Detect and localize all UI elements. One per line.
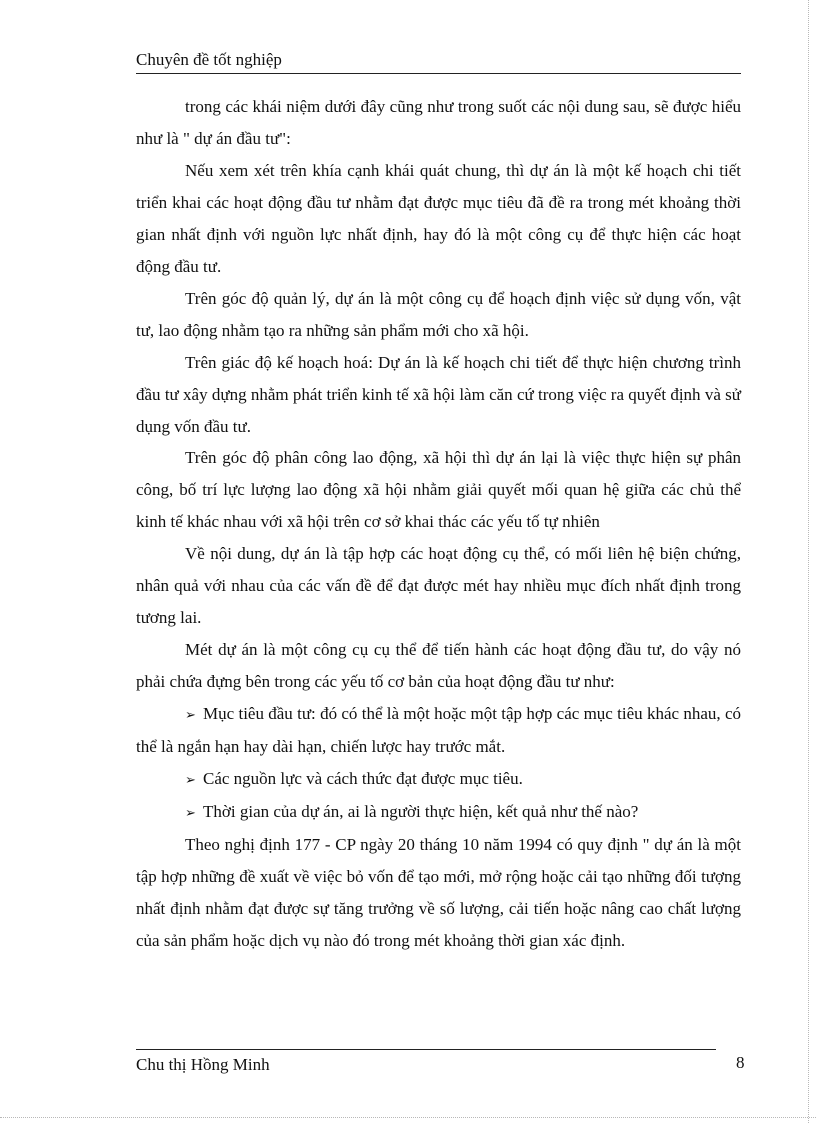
bullet-text: Mục tiêu đầu tư: đó có thể là một hoặc một tập hợp các mục tiêu khác nhau, có thể là ngắn hạn hay dài hạn, chiến lược hay trước mắt. bbox=[136, 704, 741, 757]
paragraph: Trên góc độ quản lý, dự án là một công cụ để hoạch định việc sử dụng vốn, vật tư, lao động nhằm tạo ra những sản phẩm mới cho xã hội. bbox=[136, 288, 741, 340]
page-header bbox=[136, 49, 741, 74]
paragraph: Nếu xem xét trên khía cạnh khái quát chung, thì dự án là một kế hoạch chi tiết triển khai các hoạt động đầu tư nhằm đạt được mục tiêu đã đề ra trong mét khoảng thời gian nhất định với nguồn lực nhất định, hay đó là một công cụ để thực hiện các hoạt động đầu tư. bbox=[136, 160, 741, 276]
document-body bbox=[136, 91, 741, 957]
arrow-bullet-icon: ➢ bbox=[185, 804, 196, 820]
paragraph: Về nội dung, dự án là tập hợp các hoạt động cụ thể, có mối liên hệ biện chứng, nhân quả với nhau của các vấn đề để đạt được mét hay nhiều mục đích nhất định trong tương lai. bbox=[136, 544, 741, 628]
bullet-text: Thời gian của dự án, ai là người thực hiện, kết quả như thế nào? bbox=[203, 801, 639, 821]
footer-divider bbox=[136, 1049, 716, 1050]
paragraph: Theo nghị định 177 - CP ngày 20 tháng 10 năm 1994 có quy định " dự án là một tập hợp những đề xuất về việc bỏ vốn để tạo mới, mở rộng hoặc cải tạo những đối tượng nhất định nhằm đạt được sự tăng trưởng về số lượng, cải tiến hoặc nâng cao chất lượng của sản phẩm hoặc dịch vụ nào đó trong mét khoảng thời gian xác định. bbox=[136, 834, 741, 950]
page-edge-right bbox=[808, 0, 809, 1123]
paragraph: Trên góc độ phân công lao động, xã hội thì dự án lại là việc thực hiện sự phân công, bố trí lực lượng lao động xã hội nhằm giải quyết mối quan hệ giữa các chủ thể kinh tế khác nhau với xã hội trên cơ sở khai thác các yếu tố tự nhiên bbox=[136, 448, 741, 532]
bullet-item bbox=[136, 698, 741, 763]
footer-author: Chu thị Hồng Minh bbox=[136, 1055, 270, 1074]
bullet-text: Các nguồn lực và cách thức đạt được mục tiêu. bbox=[203, 769, 523, 789]
page-edge-bottom bbox=[0, 1117, 816, 1118]
paragraph: Mét dự án là một công cụ cụ thể để tiến hành các hoạt động đầu tư, do vậy nó phải chứa đựng bên trong các yếu tố cơ bản của hoạt động đầu tư như: bbox=[136, 640, 741, 692]
paragraph-continuation: trong các khái niệm dưới đây cũng như trong suốt các nội dung sau, sẽ được hiểu như là " dự án đầu tư": bbox=[136, 97, 741, 148]
header-title: Chuyên đề tốt nghiệp bbox=[136, 50, 282, 69]
bullet-item bbox=[136, 796, 741, 829]
bullet-item bbox=[136, 763, 741, 796]
page-number: 8 bbox=[736, 1053, 745, 1072]
arrow-bullet-icon: ➢ bbox=[185, 707, 196, 723]
paragraph: Trên giác độ kế hoạch hoá: Dự án là kế hoạch chi tiết để thực hiện chương trình đầu tư xây dựng nhằm phát triển kinh tế xã hội làm căn cứ trong việc ra quyết định và sử dụng vốn đầu tư. bbox=[136, 352, 741, 436]
arrow-bullet-icon: ➢ bbox=[185, 772, 196, 788]
